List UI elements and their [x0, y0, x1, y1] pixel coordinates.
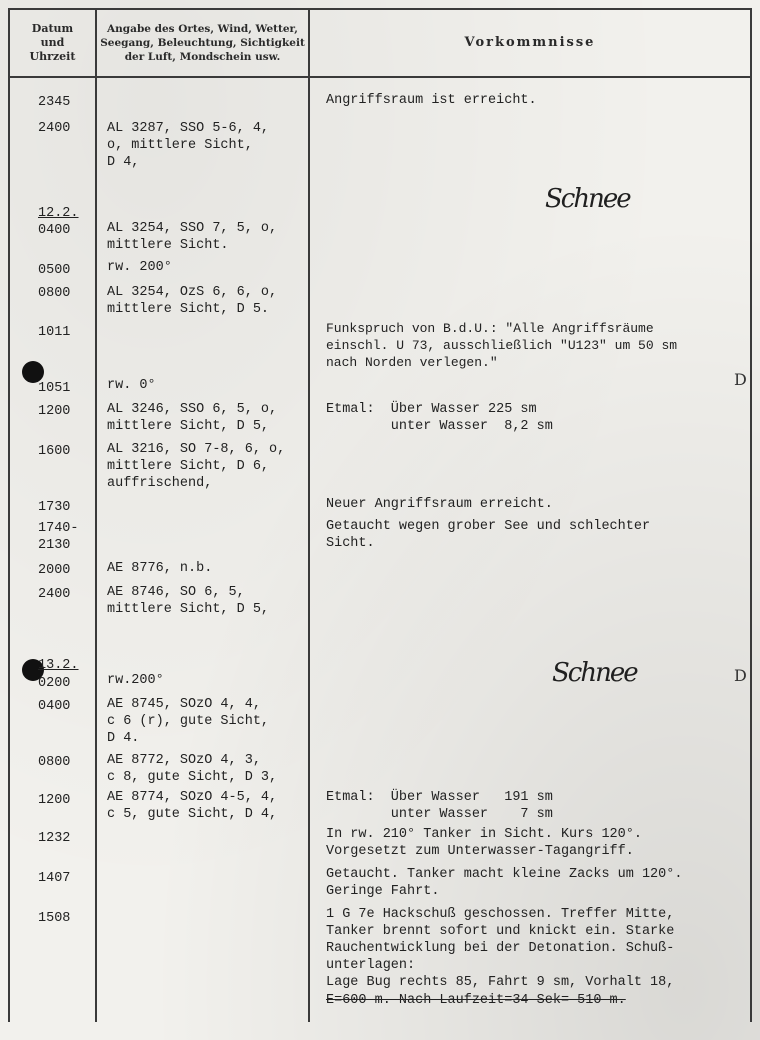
header-events: Vorkommnisse	[464, 35, 596, 50]
time-cell: 2400	[38, 121, 71, 136]
struck-event-line: E=600 m. Nach Laufzeit=34 Sek= 510 m.	[326, 993, 626, 1008]
location-cell: AL 3254, OzS 6, 6, o, mittlere Sicht, D 5.	[107, 285, 278, 317]
time-cell: 1407	[38, 871, 71, 886]
time-cell: 2400	[38, 587, 71, 602]
time-cell: 0800	[38, 286, 71, 301]
signature: Schnee	[545, 184, 630, 214]
header-date-time: Datum und Uhrzeit	[29, 22, 76, 63]
event-cell: Getaucht wegen grober See und schlechter Sicht.	[326, 519, 651, 551]
location-cell: AL 3246, SSO 6, 5, o, mittlere Sicht, D 5,	[107, 402, 278, 434]
table-border-left	[8, 8, 10, 1022]
time-cell: 1051	[38, 381, 71, 396]
location-cell: AL 3216, SO 7-8, 6, o, mittlere Sicht, D 6, auffrischend,	[107, 442, 286, 491]
time-cell: 1600	[38, 444, 71, 459]
time-cell: 1232	[38, 831, 71, 846]
date-cell: 13.2.	[38, 658, 79, 673]
time-cell: 0500	[38, 263, 71, 278]
time-cell: 1011	[38, 325, 71, 340]
location-cell: rw.200°	[107, 673, 164, 688]
location-cell: AE 8745, SOzO 4, 4, c 6 (r), gute Sicht, D 4.	[107, 697, 270, 746]
event-cell: Neuer Angriffsraum erreicht.	[326, 497, 553, 512]
margin-mark: D	[734, 666, 747, 685]
location-cell: AL 3287, SSO 5-6, 4, o, mittlere Sicht, D 4,	[107, 121, 270, 170]
margin-mark: D	[734, 370, 747, 389]
table-border-top	[8, 8, 752, 10]
column-divider-1	[95, 8, 97, 1022]
time-cell: 1730	[38, 500, 71, 515]
location-cell: AE 8774, SOzO 4-5, 4, c 5, gute Sicht, D 4,	[107, 790, 278, 822]
table-border-right	[750, 8, 752, 1022]
header-location-weather: Angabe des Ortes, Wind, Wetter, Seegang, Beleuchtung, Sichtigkeit der Luft, Mondschein usw.	[100, 23, 305, 63]
time-cell: 0400	[38, 223, 71, 238]
event-cell: Funkspruch von B.d.U.: "Alle Angriffsräume einschl. U 73, ausschließlich "U123" um 50 sm nach Norden verlegen."	[326, 321, 678, 370]
time-cell: 2345	[38, 95, 71, 110]
time-cell: 1200	[38, 404, 71, 419]
event-cell: Etmal: Über Wasser 191 sm unter Wasser 7 sm	[326, 790, 553, 822]
location-cell: rw. 200°	[107, 260, 172, 275]
time-cell: 0400	[38, 699, 71, 714]
time-cell: 2000	[38, 563, 71, 578]
event-cell: Getaucht. Tanker macht kleine Zacks um 120°. Geringe Fahrt.	[326, 867, 683, 899]
time-cell: 0800	[38, 755, 71, 770]
time-cell: 1200	[38, 793, 71, 808]
event-cell: Angriffsraum ist erreicht.	[326, 93, 537, 108]
location-cell: AE 8772, SOzO 4, 3, c 8, gute Sicht, D 3,	[107, 753, 278, 785]
time-cell: 1508	[38, 911, 71, 926]
column-divider-2	[308, 8, 310, 1022]
signature: Schnee	[552, 658, 637, 688]
event-cell: In rw. 210° Tanker in Sicht. Kurs 120°. Vorgesetzt zum Unterwasser-Tagangriff.	[326, 827, 642, 859]
event-cell: 1 G 7e Hackschuß geschossen. Treffer Mitte, Tanker brennt sofort und knickt ein. Starke Rauchentwicklung bei der Detonation. Schuß- unterlagen: Lage Bug rechts 85, Fahrt 9 sm, Vorhalt 18,	[326, 907, 675, 990]
header-divider	[8, 76, 752, 78]
location-cell: AE 8776, n.b.	[107, 561, 213, 576]
date-cell: 12.2.	[38, 206, 79, 221]
event-cell: Etmal: Über Wasser 225 sm unter Wasser 8,2 sm	[326, 402, 553, 434]
time-cell: 1740- 2130	[38, 521, 79, 553]
location-cell: AL 3254, SSO 7, 5, o, mittlere Sicht.	[107, 221, 278, 253]
location-cell: AE 8746, SO 6, 5, mittlere Sicht, D 5,	[107, 585, 270, 617]
location-cell: rw. 0°	[107, 378, 156, 393]
time-cell: 0200	[38, 676, 71, 691]
